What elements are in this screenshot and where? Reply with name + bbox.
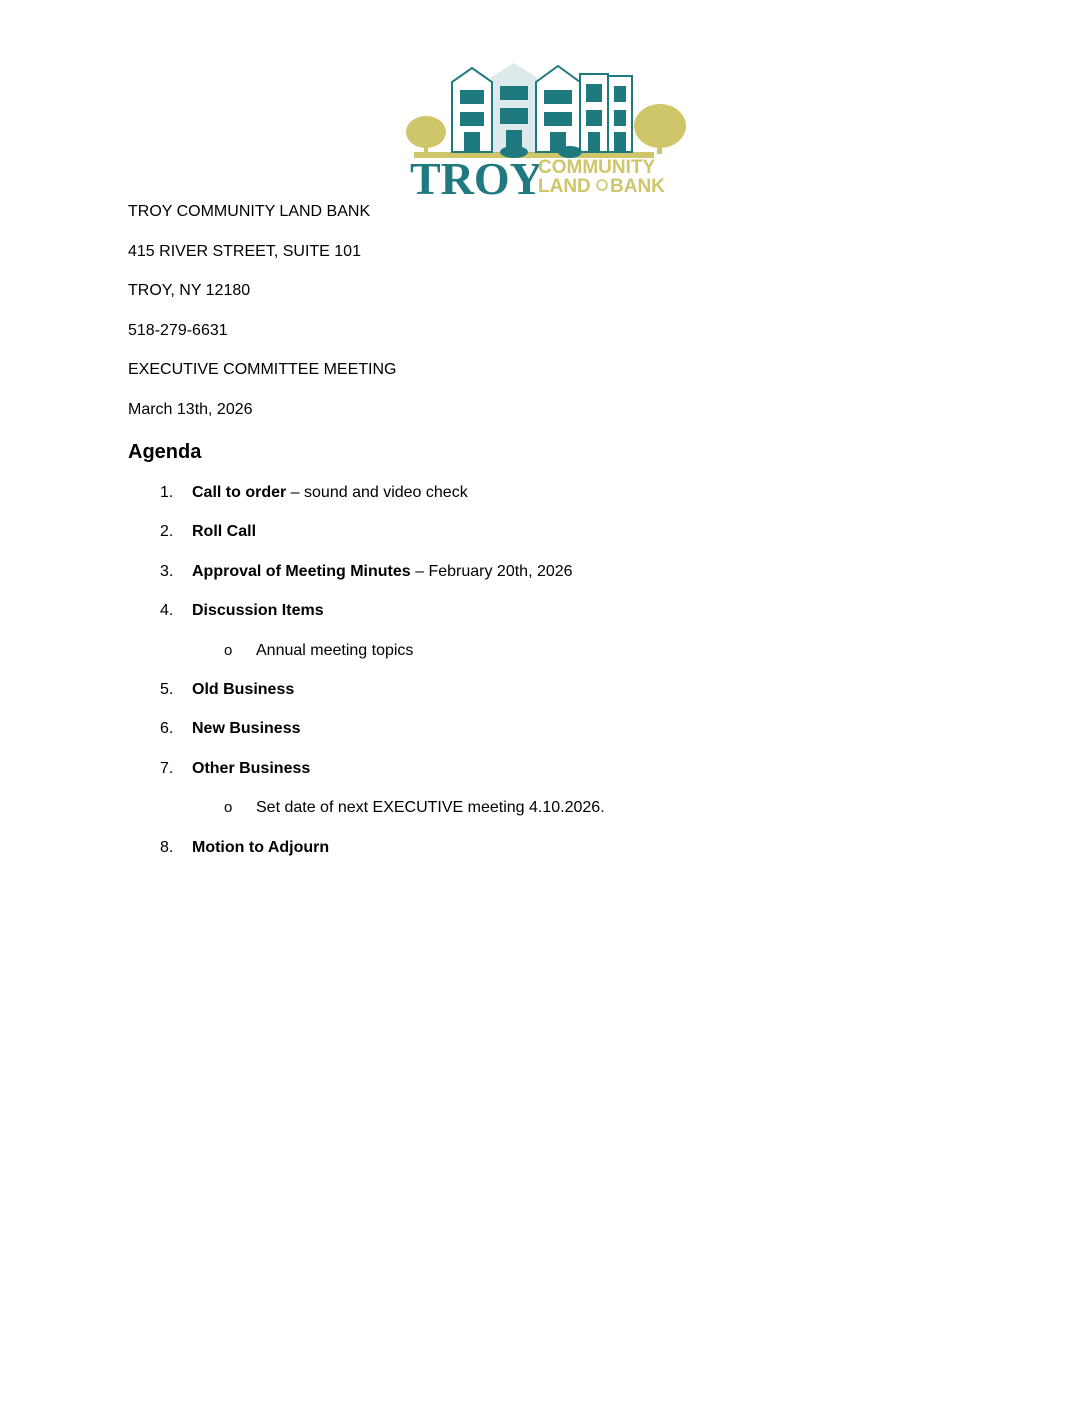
item-title: Motion to Adjourn (192, 838, 330, 856)
item-title: Other Business (192, 759, 311, 777)
agenda-heading: Agenda (128, 441, 202, 463)
item-detail: – February 20th, 2026 (410, 562, 573, 580)
header-block (128, 200, 928, 437)
agenda-item (128, 599, 928, 623)
agenda-item (128, 717, 928, 741)
agenda-item (128, 520, 928, 544)
item-detail: – sound and video check (286, 484, 468, 501)
rowhouses-logo-icon (402, 60, 692, 200)
item-number: 1. (160, 484, 174, 501)
agenda-item (128, 757, 928, 781)
agenda-item (128, 836, 928, 860)
item-title: New Business (192, 720, 301, 738)
item-title: Old Business (192, 680, 295, 698)
troy-land-bank-logo (402, 60, 692, 200)
phone-line: 518-279-6631 (128, 321, 228, 339)
agenda-item (128, 560, 928, 584)
logo-community-text: COMMUNITY (538, 157, 656, 178)
item-number: 8. (160, 838, 174, 856)
meeting-title: EXECUTIVE COMMITTEE MEETING (128, 361, 397, 378)
agenda-subitem (128, 796, 928, 820)
item-number: 4. (160, 602, 174, 620)
address-line: 415 RIVER STREET, SUITE 101 (128, 242, 361, 260)
subitem-text: Set date of next EXECUTIVE meeting 4.10.2026. (256, 799, 605, 817)
logo-troy-text: TROY (410, 153, 543, 200)
item-number: 6. (160, 720, 174, 738)
item-title: Call to order (192, 484, 287, 501)
subitem-text: Annual meeting topics (256, 641, 414, 659)
item-number: 2. (160, 523, 174, 541)
bullet-icon: o (224, 799, 233, 817)
item-title: Roll Call (192, 523, 257, 541)
agenda-list (128, 481, 928, 875)
meeting-date: March 13th, 2026 (128, 400, 253, 418)
org-name: TROY COMMUNITY LAND BANK (128, 203, 371, 220)
agenda-item (128, 481, 928, 505)
agenda-subitem (128, 639, 928, 663)
city-line: TROY, NY 12180 (128, 282, 251, 299)
item-number: 3. (160, 562, 174, 580)
item-title: Discussion Items (192, 602, 324, 620)
logo-bank-text: BANK (610, 176, 665, 197)
logo-land-text: LAND (538, 176, 591, 197)
item-title: Approval of Meeting Minutes (192, 562, 411, 580)
item-number: 7. (160, 759, 174, 777)
item-number: 5. (160, 680, 174, 698)
agenda-item (128, 678, 928, 702)
bullet-icon: o (224, 641, 233, 659)
